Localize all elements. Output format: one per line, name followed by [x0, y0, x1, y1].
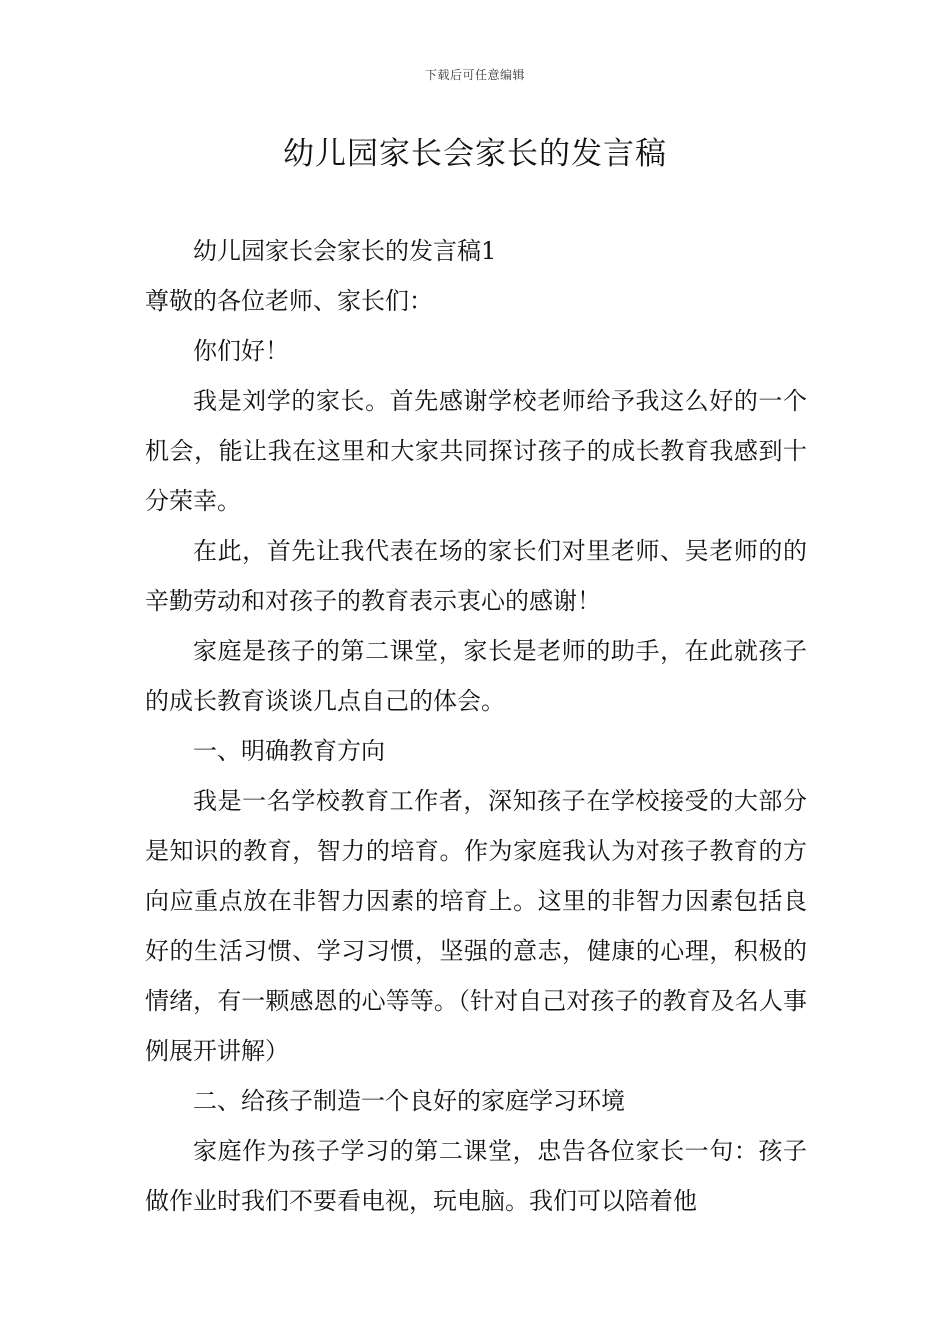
body-paragraph: 家庭是孩子的第二课堂，家长是老师的助手，在此就孩子的成长教育谈谈几点自己的体会。	[145, 637, 807, 715]
body-paragraph: 我是一名学校教育工作者，深知孩子在学校接受的大部分是知识的教育，智力的培育。作为家庭我认为对孩子教育的方向应重点放在非智力因素的培育上。这里的非智力因素包括良好的生活习惯、学习习惯，坚强的意志，健康的心理，积极的情绪，有一颗感恩的心等等。（针对自己对孩子的教育及名人事例展开讲解）	[145, 787, 807, 1065]
greeting: 你们好！	[193, 337, 289, 365]
document-title: 幼儿园家长会家长的发言稿	[283, 136, 667, 172]
salutation: 尊敬的各位老师、家长们：	[145, 287, 433, 315]
section-heading: 幼儿园家长会家长的发言稿1	[193, 237, 497, 265]
body-paragraph: 在此，首先让我代表在场的家长们对里老师、吴老师的的辛勤劳动和对孩子的教育表示衷心的感谢！	[145, 537, 807, 615]
body-paragraph: 家庭作为孩子学习的第二课堂，忠告各位家长一句：孩子做作业时我们不要看电视，玩电脑。我们可以陪着他	[145, 1137, 807, 1215]
subheading: 二、给孩子制造一个良好的家庭学习环境	[193, 1087, 625, 1115]
subheading: 一、明确教育方向	[193, 737, 385, 765]
document-body	[145, 226, 807, 1226]
body-paragraph: 我是刘学的家长。首先感谢学校老师给予我这么好的一个机会，能让我在这里和大家共同探讨孩子的成长教育我感到十分荣幸。	[145, 387, 807, 515]
header-note: 下载后可任意编辑	[424, 68, 525, 82]
